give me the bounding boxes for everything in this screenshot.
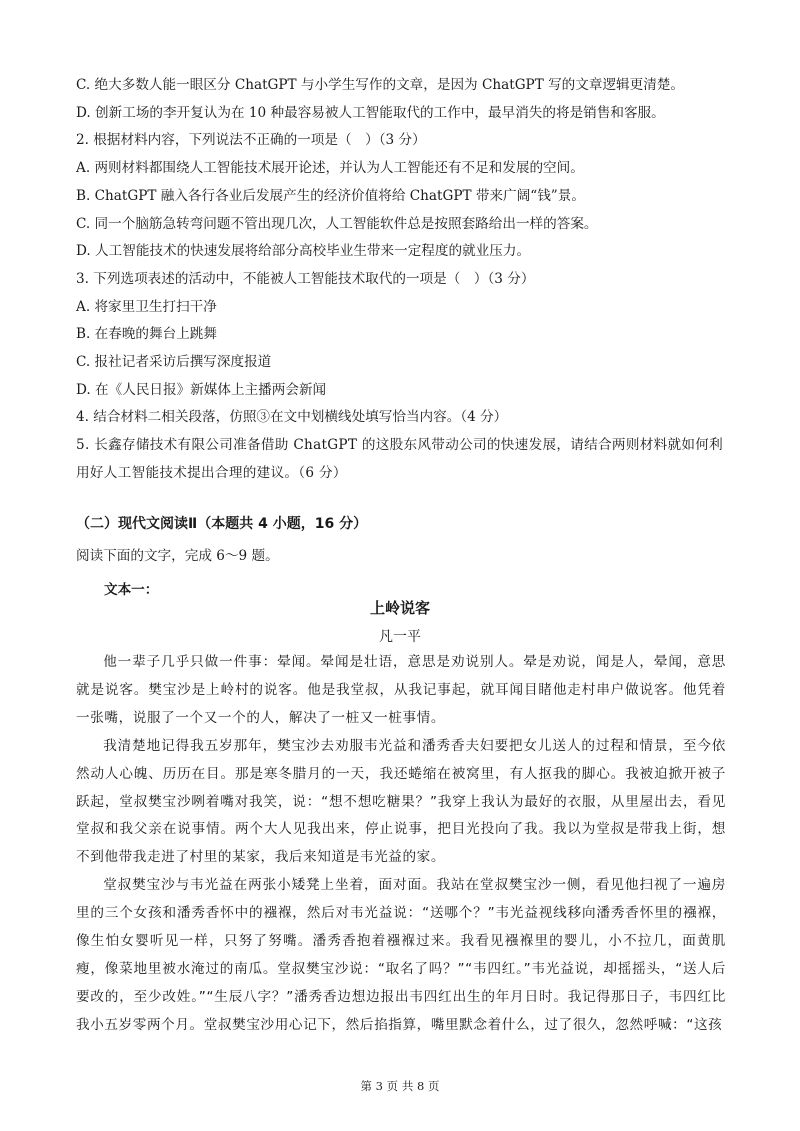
option-line: C. 同一个脑筋急转弯问题不管出现几次，人工智能软件总是按照套路给出一样的答案。 [76, 215, 598, 232]
story-body [76, 649, 726, 1040]
question-stem: 2. 根据材料内容，下列说法不正确的一项是（ ）（3 分） [76, 132, 426, 149]
question-stem: 5. 长鑫存储技术有限公司准备借助 ChatGPT 的这股东风带动公司的快速发展，请结合两则材料就如何利用好人工智能技术提出合理的建议。（6 分） [76, 437, 724, 481]
text-label: 文本一： [104, 582, 159, 598]
option-line: A. 将家里卫生打扫干净 [76, 298, 217, 315]
option-line: C. 绝大多数人能一眼区分 ChatGPT 与小学生写作的文章，是因为 ChatGPT 写的文章逻辑更清楚。 [76, 77, 685, 93]
option-line: B. ChatGPT 融入各行各业后发展产生的经济价值将给 ChatGPT 带来广阔“钱”景。 [76, 187, 585, 204]
question-stem: 4. 结合材料二相关段落，仿照③在文中划横线处填写恰当内容。（4 分） [76, 409, 508, 426]
section-heading: （二）现代文阅读Ⅱ（本题共 4 小题，16 分） [76, 516, 368, 532]
story-paragraph: 我清楚地记得我五岁那年，樊宝沙去劝服韦光益和潘秀香夫妇要把女儿送人的过程和情景，至今依然动人心魄、历历在目。那是寒冬腊月的一天，我还蜷缩在被窝里，有人抠我的脚心。我被迫掀开被子跃起，堂叔樊宝沙咧着嘴对我笑，说：“想不想吃糖果？”我穿上我认为最好的衣服，从里屋出去，看见堂叔和我父亲在说事情。两个大人见我出来，停止说事，把目光投向了我。我以为堂叔是带我上街，想不到他带我走进了村里的某家，我后来知道是韦光益的家。 [76, 737, 726, 866]
page-footer: 第 3 页 共 8 页 [360, 1079, 440, 1093]
option-line: D. 创新工场的李开复认为在 10 种最容易被人工智能取代的工作中，最早消失的将是销售和客服。 [76, 104, 665, 121]
story-paragraph: 他一辈子几乎只做一件事：晕闻。晕闻是壮语，意思是劝说别人。晕是劝说，闻是人，晕闻，意思就是说客。樊宝沙是上岭村的说客。他是我堂叔，从我记事起，就耳闻目睹他走村串户做说客。他凭着一张嘴，说服了一个又一个的人，解决了一桩又一桩事情。 [76, 654, 726, 726]
story-author: 凡一平 [379, 629, 421, 645]
question-block [76, 72, 726, 488]
option-line: C. 报社记者采访后撰写深度报道 [76, 354, 272, 371]
option-line: D. 在《人民日报》新媒体上主播两会新闻 [76, 381, 327, 398]
story-paragraph: 堂叔樊宝沙与韦光益在两张小矮凳上坐着，面对面。我站在堂叔樊宝沙一侧，看见他扫视了一遍房里的三个女孩和潘秀香怀中的襁褓，然后对韦光益说：“送哪个？”韦光益视线移向潘秀香怀里的襁褓，像生怕女婴听见一样，只努了努嘴。潘秀香抱着襁褓过来。我看见襁褓里的婴儿，小不拉几，面黄肌瘦，像菜地里被水淹过的南瓜。堂叔樊宝沙说：“取名了吗？”“韦四红。”韦光益说，却摇摇头，“送人后要改的，至少改姓。”“生辰八字？”潘秀香边想边报出韦四红出生的年月日时。我记得那日子，韦四红比我小五岁零两个月。堂叔樊宝沙用心记下，然后掐指算，嘴里默念着什么，过了很久，忽然呼喊：“这孩 [76, 877, 726, 1033]
option-line: B. 在春晚的舞台上跳舞 [76, 326, 217, 343]
section-instruction: 阅读下面的文字，完成 6～9 题。 [76, 548, 279, 564]
option-line: A. 两则材料都围绕人工智能技术展开论述，并认为人工智能还有不足和发展的空间。 [76, 160, 584, 177]
question-stem: 3. 下列选项表述的活动中，不能被人工智能技术取代的一项是（ ）（3 分） [76, 270, 535, 287]
option-line: D. 人工智能技术的快速发展将给部分高校毕业生带来一定程度的就业压力。 [76, 243, 531, 260]
story-title: 上岭说客 [369, 599, 430, 617]
